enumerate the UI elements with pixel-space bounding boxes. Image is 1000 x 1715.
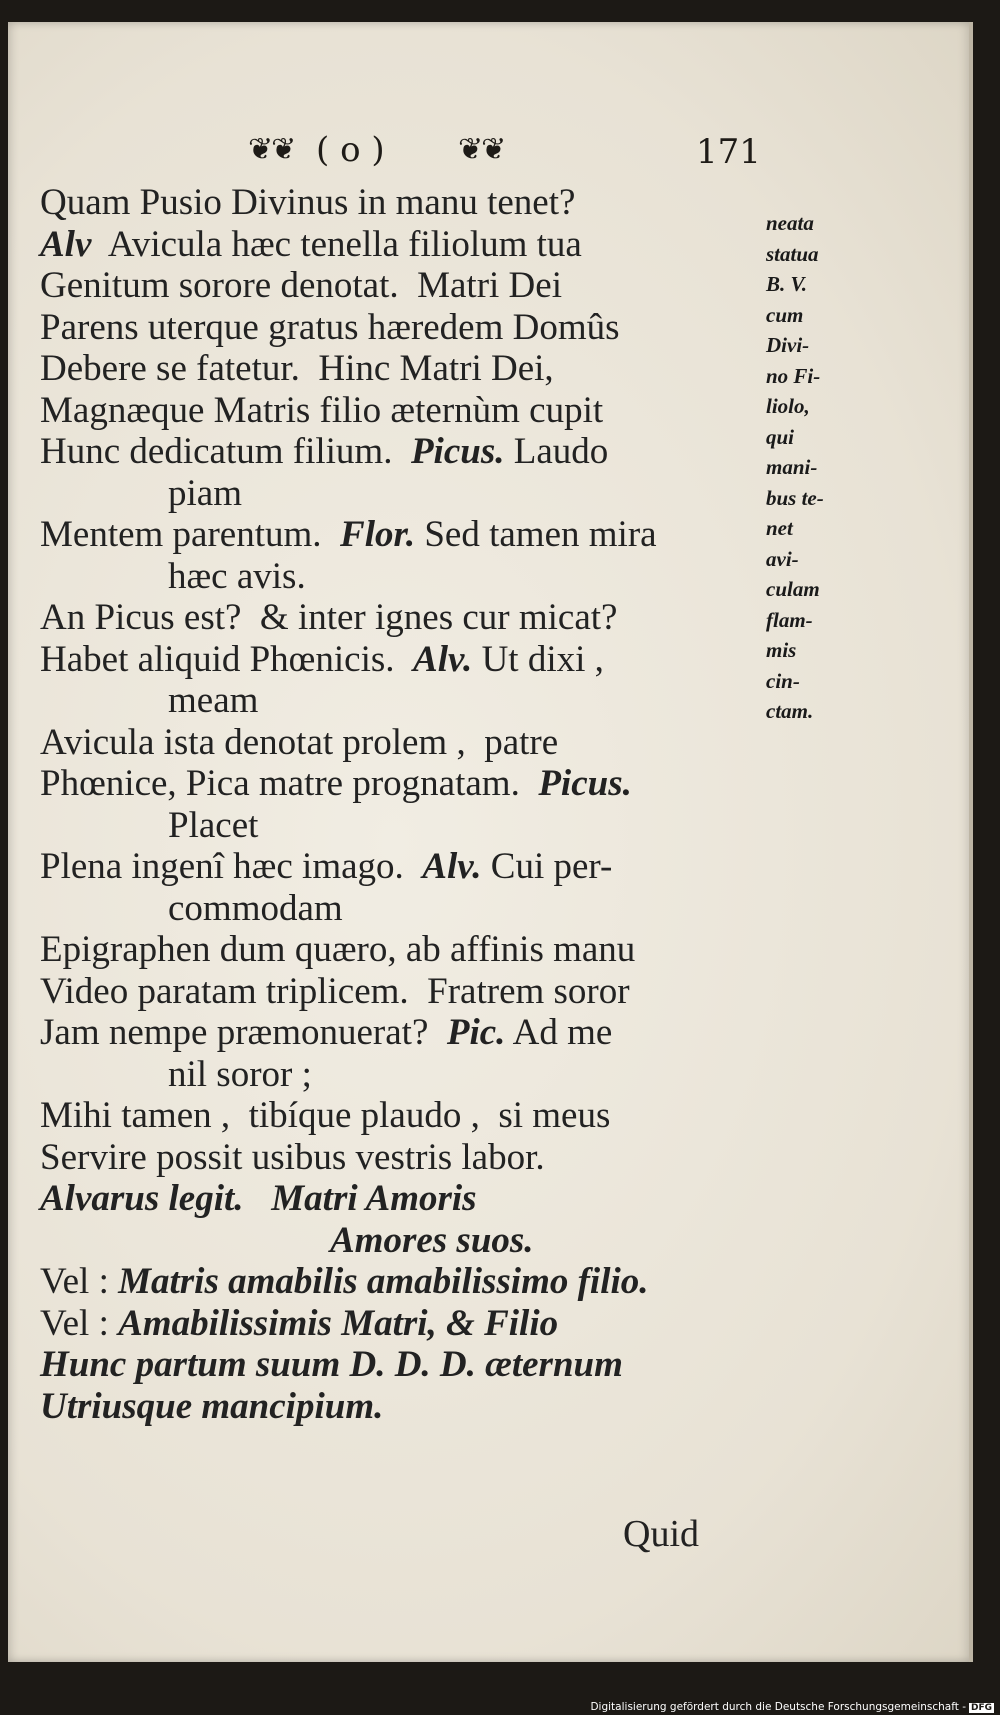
italic-segment: Alv. xyxy=(413,638,473,680)
text-segment: hæc avis. xyxy=(168,555,306,597)
text-line xyxy=(40,307,760,349)
text-segment: Hunc dedicatum filium. xyxy=(40,431,411,472)
text-segment: meam xyxy=(168,680,259,721)
margin-note-line: B. V. xyxy=(766,272,808,296)
margin-note-line: qui xyxy=(766,424,795,449)
text-segment: Genitum sorore denotat. Matri Dei xyxy=(40,265,562,306)
margin-note-line: bus te- xyxy=(766,485,824,510)
italic-segment: Amores suos. xyxy=(330,1219,534,1261)
text-line xyxy=(40,1178,760,1220)
text-line xyxy=(40,888,760,930)
italic-segment: Pic. xyxy=(446,1012,506,1053)
text-segment: nil soror ; xyxy=(168,1053,312,1095)
text-line xyxy=(40,846,760,888)
text-line xyxy=(40,1386,760,1428)
text-line xyxy=(40,639,760,681)
text-line xyxy=(40,224,760,266)
body-text xyxy=(40,182,760,1427)
text-segment: Laudo xyxy=(504,431,609,472)
italic-segment: Picus. xyxy=(410,431,505,472)
text-line xyxy=(40,763,760,805)
text-segment: Epigraphen dum quæro, ab affinis manu xyxy=(40,929,636,970)
ornament-right-icon: ❦❦ xyxy=(458,132,505,167)
text-segment: Video paratam triplicem. Fratrem soror xyxy=(40,970,630,1012)
text-line xyxy=(40,1303,760,1345)
text-segment: Parens uterque gratus hæredem Domûs xyxy=(40,306,620,348)
text-segment: An Picus est? & inter ignes cur micat? xyxy=(40,597,618,638)
text-segment: Quam Pusio Divinus in manu tenet? xyxy=(40,182,576,223)
catchword: Quid xyxy=(623,1513,699,1555)
text-segment: Placet xyxy=(168,804,259,846)
margin-note-line: statua xyxy=(766,241,819,266)
text-line xyxy=(40,348,760,390)
margin-note-line: neata xyxy=(766,211,814,235)
text-segment xyxy=(244,1178,272,1219)
text-segment: Vel : xyxy=(40,1302,119,1344)
text-segment: Debere se fatetur. Hinc Matri Dei, xyxy=(40,348,554,389)
margin-note-line: mis xyxy=(766,638,797,662)
text-segment: Jam nempe præmonuerat? xyxy=(40,1012,447,1053)
margin-note-line: avi- xyxy=(766,546,799,571)
italic-segment: Flor. xyxy=(340,514,416,555)
margin-note-line: flam- xyxy=(766,607,813,632)
text-segment: commodam xyxy=(168,887,343,929)
page-header xyxy=(248,130,761,174)
text-line xyxy=(40,1137,760,1179)
ornament-left-icon: ❦❦ xyxy=(248,132,295,167)
margin-note-line: ctam. xyxy=(766,699,814,723)
text-segment: Phœnice, Pica matre prognatam. xyxy=(40,763,539,804)
text-segment: Habet aliquid Phœnicis. xyxy=(40,638,414,680)
text-line xyxy=(40,722,760,764)
text-line xyxy=(40,182,760,224)
header-parenthetical: ( o ) xyxy=(316,130,385,170)
italic-segment: Alv. xyxy=(422,846,482,887)
margin-note-line: Divi- xyxy=(766,333,810,357)
text-segment: Vel : xyxy=(40,1261,119,1302)
text-line xyxy=(40,1054,760,1096)
text-line xyxy=(40,1095,760,1137)
dfg-logo-icon: DFG xyxy=(970,1703,992,1713)
text-segment: Ad me xyxy=(505,1012,613,1053)
margin-note-line: no Fi- xyxy=(766,363,821,388)
italic-segment: Matri Amoris xyxy=(271,1178,477,1219)
text-line xyxy=(40,1261,760,1303)
text-segment: Ut dixi , xyxy=(472,638,604,680)
italic-segment: Picus. xyxy=(538,763,632,804)
margin-note-line: net xyxy=(766,516,793,540)
text-segment: Avicula ista denotat prolem , patre xyxy=(40,721,559,763)
text-segment: Mihi tamen , tibíque plaudo , si meus xyxy=(40,1095,611,1136)
text-line xyxy=(40,805,760,847)
text-line xyxy=(40,265,760,307)
margin-note-line: liolo, xyxy=(766,394,810,418)
margin-note-line: cin- xyxy=(766,668,800,693)
book-page xyxy=(8,22,973,1662)
text-line xyxy=(40,1012,760,1054)
text-line xyxy=(40,680,760,722)
text-segment: piam xyxy=(168,472,242,514)
text-line xyxy=(40,971,760,1013)
text-segment: Cui per- xyxy=(481,846,613,887)
text-line xyxy=(40,390,760,432)
text-line xyxy=(40,473,760,515)
margin-note xyxy=(766,208,856,727)
text-segment: Servire possit usibus vestris labor. xyxy=(40,1136,545,1178)
text-segment: Avicula hæc tenella filiolum tua xyxy=(91,223,582,265)
text-line xyxy=(40,1220,760,1262)
italic-segment: Alvarus legit. xyxy=(40,1178,244,1219)
text-segment: Plena ingenî hæc imago. xyxy=(40,846,423,887)
margin-note-line: culam xyxy=(766,577,820,601)
text-line xyxy=(40,514,760,556)
italic-segment: Hunc partum suum D. D. D. æternum xyxy=(40,1344,623,1385)
italic-segment: Amabilissimis Matri, & Filio xyxy=(118,1302,559,1344)
digitization-footer xyxy=(590,1701,994,1713)
footer-text: Digitalisierung gefördert durch die Deutsche Forschungsgemeinschaft - xyxy=(590,1701,966,1713)
text-line xyxy=(40,431,760,473)
margin-note-line: mani- xyxy=(766,455,818,479)
italic-segment: Alv xyxy=(40,223,92,265)
text-segment: Sed tamen mira xyxy=(415,514,657,555)
italic-segment: Matris amabilis amabilissimo filio. xyxy=(118,1261,649,1302)
text-segment: Mentem parentum. xyxy=(40,514,341,555)
margin-note-line: cum xyxy=(766,302,804,327)
italic-segment: Utriusque mancipium. xyxy=(40,1385,384,1427)
text-line xyxy=(40,1344,760,1386)
text-segment: Magnæque Matris filio æternùm cupit xyxy=(40,389,604,431)
page-number: 171 xyxy=(696,132,761,172)
text-line xyxy=(40,556,760,598)
text-line xyxy=(40,929,760,971)
text-line xyxy=(40,597,760,639)
